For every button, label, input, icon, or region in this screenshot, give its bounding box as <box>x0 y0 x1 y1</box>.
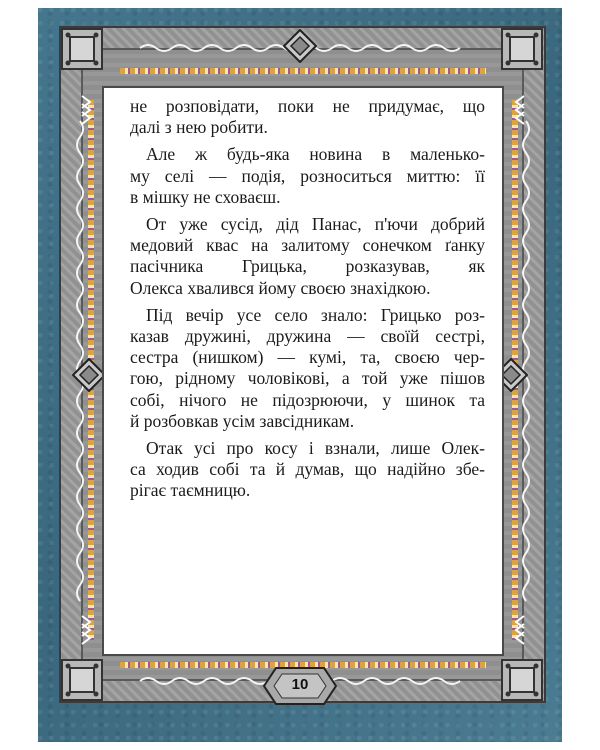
riveted-bracket-icon <box>500 27 544 71</box>
story-text <box>130 96 485 508</box>
paragraph <box>130 305 485 432</box>
text-line: не розповідати, поки не придумає, що <box>130 96 485 116</box>
text-line: далі з нею робити. <box>130 117 268 138</box>
text-line: в мішку не сховаєш. <box>130 186 281 207</box>
text-line: казав дружині, дружина — своїй сестрі, <box>130 326 485 347</box>
text-line: гою, рідному чоловікові, а той уже пішов <box>130 368 485 389</box>
riveted-bracket-icon <box>500 658 544 702</box>
paragraph <box>130 438 485 502</box>
riveted-bracket-icon <box>60 27 104 71</box>
diamond-gem-icon <box>283 29 317 63</box>
page-number: 10 <box>291 676 309 693</box>
paragraph <box>130 214 485 299</box>
text-line: рігає таємницю. <box>130 480 251 501</box>
riveted-bracket-icon <box>60 658 104 702</box>
paragraph <box>130 144 485 208</box>
text-line: са ходив собі та й думав, що надійно збе- <box>130 459 485 480</box>
text-line: сестра (нишком) — кумі, та, своєю чер- <box>130 347 485 368</box>
text-line: пасічника Грицька, розказував, як <box>130 256 485 277</box>
text-line: Але ж будь-яка новина в маленько- <box>146 144 485 165</box>
text-line: Олекса хвалився йому своєю знахідкою. <box>130 277 431 298</box>
text-line: й розбовкав усім завсідникам. <box>130 410 355 431</box>
text-line: собі, нічого не підозрюючи, у шинок та <box>130 389 485 410</box>
text-line: медовий квас на залитому сонечком ґанку <box>130 235 485 256</box>
text-line: Під вечір усе село знало: Грицько роз- <box>146 304 485 325</box>
text-line: Отак усі про косу і взнали, лише Олек- <box>146 438 485 459</box>
paragraph <box>130 96 485 138</box>
text-line: му селі — подія, розноситься миттю: її <box>130 165 485 186</box>
diamond-gem-icon <box>72 358 106 392</box>
text-line: От уже сусід, дід Панас, п'ючи добрий <box>146 214 485 235</box>
